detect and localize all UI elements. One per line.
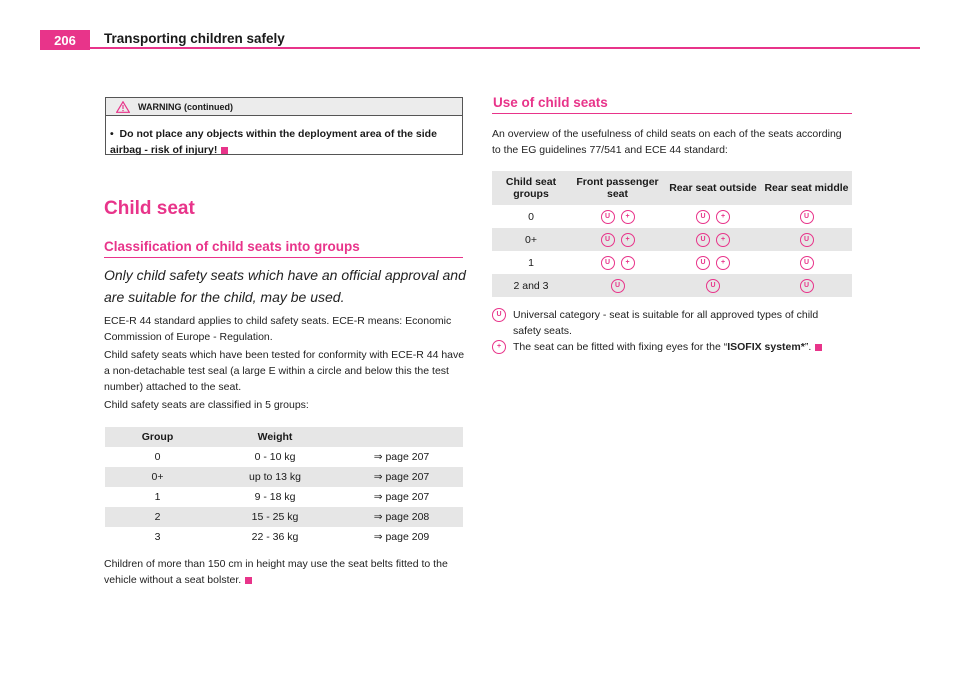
warning-title: WARNING (continued) [138, 101, 233, 112]
header-rule [40, 47, 920, 49]
column-header: Rear seat middle [764, 182, 849, 194]
table-row [492, 274, 852, 297]
table-cell: 9 - 18 kg [254, 491, 296, 503]
legend-isofix-pre: The seat can be fitted with fixing eyes for the “ [513, 341, 728, 353]
column-header: Child seat groups [505, 176, 557, 200]
table-cell: 0+ [525, 233, 537, 246]
column-header: Group [141, 431, 174, 443]
isofix-badge-icon: + [621, 233, 635, 247]
isofix-badge-icon: + [716, 256, 730, 270]
warning-bullet: • [110, 128, 114, 140]
warning-text [110, 126, 458, 158]
table-row [492, 228, 852, 251]
warning-triangle-icon [116, 101, 130, 113]
page-number: 206 [40, 30, 90, 50]
table-row [105, 467, 463, 487]
table-row [105, 447, 463, 467]
group-table [105, 427, 463, 547]
page-reference-link[interactable]: ⇒ page 207 [373, 451, 430, 463]
table-cell: 1 [154, 491, 161, 503]
universal-badge-icon: U [492, 308, 506, 322]
table-cell: 22 - 36 kg [251, 531, 299, 543]
table-cell [761, 210, 852, 224]
table-cell: 0 [528, 210, 534, 223]
table-header-row [492, 171, 852, 205]
table-cell [665, 256, 761, 270]
isofix-badge-icon: + [716, 210, 730, 224]
warning-header [106, 98, 462, 116]
section-title: Child seat [104, 198, 195, 219]
table-cell: 15 - 25 kg [251, 511, 299, 523]
paragraph-seal: Child safety seats which have been tested for conformity with ECE-R 44 have a non-detachable test seal (a large E within a circle and below this the test number) attached to the seat. [104, 349, 465, 393]
table-cell: 0 [154, 451, 161, 463]
universal-badge-icon: U [800, 233, 814, 247]
column-header: Weight [257, 431, 293, 443]
table-cell [665, 233, 761, 247]
column-header: Rear seat outside [669, 182, 757, 194]
header-title: Transporting children safely [104, 31, 285, 46]
isofix-badge-icon: + [621, 256, 635, 270]
end-mark-icon [815, 344, 822, 351]
universal-badge-icon: U [601, 256, 615, 270]
universal-badge-icon: U [706, 279, 720, 293]
paragraph-height-text: Children of more than 150 cm in height may use the seat belts fitted to the vehicle without a seat bolster. [104, 558, 448, 586]
legend-isofix-post: ”. [804, 341, 812, 353]
legend-isofix [492, 339, 852, 355]
isofix-badge-icon: + [492, 340, 506, 354]
table-row [105, 527, 463, 547]
subsection-rule [104, 257, 463, 258]
table-cell [761, 233, 852, 247]
subsection-rule-right [492, 113, 852, 114]
table-cell [761, 279, 852, 293]
universal-badge-icon: U [696, 233, 710, 247]
isofix-system-link[interactable]: ISOFIX system* [727, 341, 805, 353]
lead-text: Only child safety seats which have an official approval and are suitable for the child, may be used. [104, 267, 466, 305]
universal-badge-icon: U [800, 256, 814, 270]
table-cell [761, 256, 852, 270]
end-mark-icon [221, 147, 228, 154]
warning-body: Do not place any objects within the deployment area of the side airbag - risk of injury! [110, 128, 437, 156]
page-reference-link[interactable]: ⇒ page 209 [373, 531, 430, 543]
subsection-title-right: Use of child seats [493, 95, 608, 110]
page-reference-link[interactable]: ⇒ page 208 [373, 511, 430, 523]
legend-universal [492, 307, 852, 337]
table-cell: 2 [154, 511, 161, 523]
table-cell: 3 [154, 531, 161, 543]
warning-box [105, 97, 463, 155]
seat-usage-table [492, 171, 852, 297]
table-cell: 2 and 3 [513, 279, 549, 292]
paragraph-overview: An overview of the usefulness of child seats on each of the seats according to the EG guidelines 77/541 and ECE 44 standard: [492, 128, 842, 156]
legend-universal-text: Universal category - seat is suitable for all approved types of child safety seats. [513, 309, 819, 337]
universal-badge-icon: U [800, 210, 814, 224]
table-cell: 1 [528, 256, 534, 269]
paragraph-groups: Child safety seats are classified in 5 groups: [104, 399, 309, 411]
universal-badge-icon: U [696, 256, 710, 270]
table-cell [570, 233, 665, 247]
subsection-title: Classification of child seats into groups [104, 239, 360, 254]
universal-badge-icon: U [601, 210, 615, 224]
table-row [492, 251, 852, 274]
universal-badge-icon: U [601, 233, 615, 247]
page-reference-link[interactable]: ⇒ page 207 [373, 491, 430, 503]
column-header: Front passenger seat [576, 176, 659, 200]
universal-badge-icon: U [611, 279, 625, 293]
universal-badge-icon: U [800, 279, 814, 293]
table-cell: 0+ [151, 471, 164, 483]
paragraph-ece: ECE-R 44 standard applies to child safety seats. ECE-R means: Economic Commission of Europe - Regulation. [104, 315, 452, 343]
table-row [105, 487, 463, 507]
table-cell [570, 279, 665, 293]
page-reference-link[interactable]: ⇒ page 207 [373, 471, 430, 483]
table-cell [570, 256, 665, 270]
universal-badge-icon: U [696, 210, 710, 224]
paragraph-height [104, 556, 466, 588]
legend-isofix-text [513, 339, 849, 355]
table-header-row [105, 427, 463, 447]
table-cell: 0 - 10 kg [254, 451, 296, 463]
table-cell [665, 279, 761, 293]
table-row [492, 205, 852, 228]
table-cell [570, 210, 665, 224]
table-cell [665, 210, 761, 224]
table-cell: up to 13 kg [249, 471, 301, 483]
isofix-badge-icon: + [621, 210, 635, 224]
isofix-badge-icon: + [716, 233, 730, 247]
end-mark-icon [245, 577, 252, 584]
table-row [105, 507, 463, 527]
